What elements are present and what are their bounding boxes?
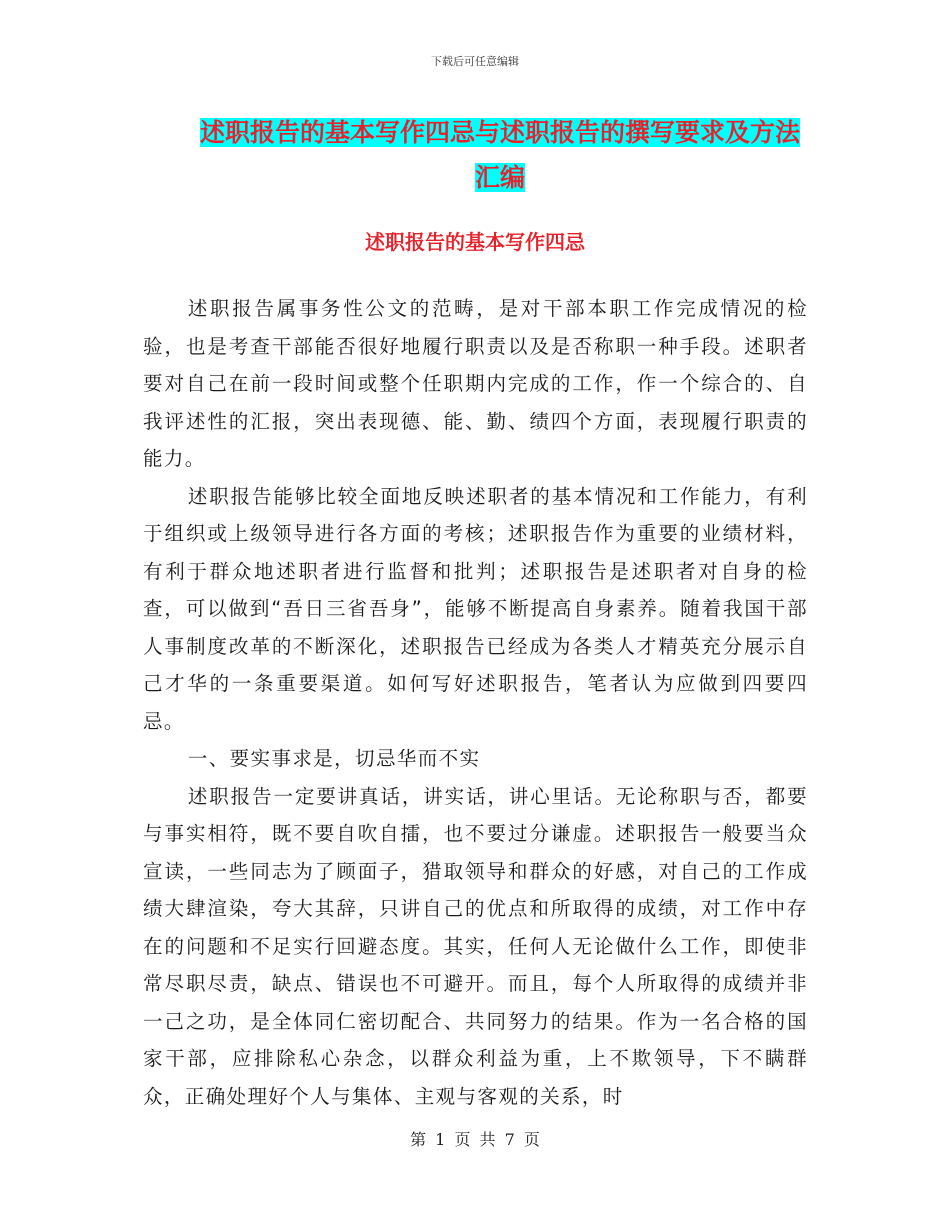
document-title — [190, 110, 810, 200]
paragraph-3: 述职报告一定要讲真话，讲实话，讲心里话。无论称职与否，都要与事实相符，既不要自吹自擂，也不要过分谦虚。述职报告一般要当众宣读，一些同志为了顾面子，猎取领导和群众的好感，对自己的工作成绩大肆渲染，夸大其辞，只讲自己的优点和所取得的成绩，对工作中存在的问题和不足实行回避态度。其实，任何人无论做什么工作，即使非常尽职尽责，缺点、错误也不可避开。而且，每个人所取得的成绩并非一己之功，是全体同仁密切配合、共同努力的结果。作为一名合格的国家干部，应排除私心杂念，以群众利益为重，上不欺领导，下不瞒群众，正确处理好个人与集体、主观与客观的关系，时 — [143, 784, 808, 1108]
section-title: 述职报告的基本写作四忌 — [365, 230, 585, 254]
paragraph-1: 述职报告属事务性公文的范畴，是对干部本职工作完成情况的检验，也是考查干部能否很好地履行职责以及是否称职一种手段。述职者要对自己在前一段时间或整个任职期内完成的工作，作一个综合的、自我评述性的汇报，突出表现德、能、勤、绩四个方面，表现履行职责的能力。 — [143, 297, 808, 470]
page-number: 第 1 页 共 7 页 — [410, 1130, 540, 1149]
document-title-text: 述职报告的基本写作四忌与述职报告的撰写要求及方法汇编 — [199, 118, 800, 192]
subheading-1: 一、要实事求是，切忌华而不实 — [187, 747, 481, 770]
page-header-note: 下载后可任意编辑 — [431, 55, 519, 68]
document-body — [143, 290, 808, 1115]
paragraph-2: 述职报告能够比较全面地反映述职者的基本情况和工作能力，有利于组织或上级领导进行各方面的考核；述职报告作为重要的业绩材料，有利于群众地述职者进行监督和批判；述职报告是述职者对自身的检查，可以做到“吾日三省吾身”，能够不断提高自身素养。随着我国干部人事制度改革的不断深化，述职报告已经成为各类人才精英充分展示自己才华的一条重要渠道。如何写好述职报告，笔者认为应做到四要四忌。 — [143, 484, 808, 733]
